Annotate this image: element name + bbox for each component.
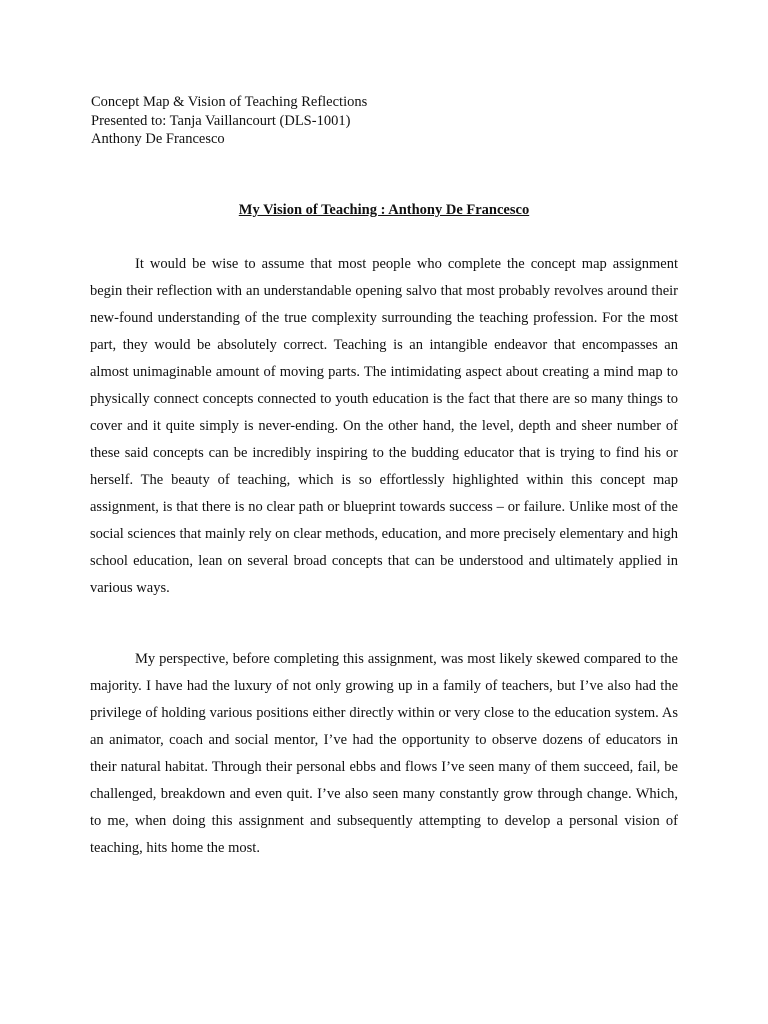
assignment-title: Concept Map & Vision of Teaching Reflections bbox=[91, 94, 368, 110]
body-paragraph: It would be wise to assume that most people who complete the concept map assignment begin their reflection with an understandable opening salvo that most probably revolves around their new-found understanding of the true complexity surrounding the teaching profession. For the most part, they would be absolutely correct. Teaching is an intangible endeavor that encompasses an almost unimaginable amount of moving parts. The intimidating aspect about creating a mind map to physically connect concepts connected to youth education is the fact that there are so many things to cover and it quite simply is never-ending. On the other hand, the level, depth and sheer number of these said concepts can be incredibly inspiring to the budding educator that is trying to find his or herself. The beauty of teaching, which is so effortlessly highlighted within this concept map assignment, is that there is no clear path or blueprint towards success – or failure. Unlike most of the social sciences that mainly rely on clear methods, education, and more precisely elementary and high school education, lean on several broad concepts that can be understood and ultimately applied in various ways. bbox=[90, 256, 678, 596]
author-name: Anthony De Francesco bbox=[91, 131, 225, 147]
document-title: My Vision of Teaching : Anthony De Francesco bbox=[238, 202, 530, 218]
presented-to: Presented to: Tanja Vaillancourt (DLS-1001) bbox=[91, 112, 351, 129]
body-paragraph: My perspective, before completing this assignment, was most likely skewed compared to the majority. I have had the luxury of not only growing up in a family of teachers, but I’ve also had the privilege of holding various positions either directly within or very close to the education system. As an animator, coach and social mentor, I’ve had the opportunity to observe dozens of educators in their natural habitat. Through their personal ebbs and flows I’ve seen many of them succeed, fail, be challenged, breakdown and even quit. I’ve also seen many constantly grow through change. Which, to me, when doing this assignment and subsequently attempting to develop a personal vision of teaching, hits home the most. bbox=[90, 651, 678, 856]
document-header bbox=[91, 93, 691, 149]
